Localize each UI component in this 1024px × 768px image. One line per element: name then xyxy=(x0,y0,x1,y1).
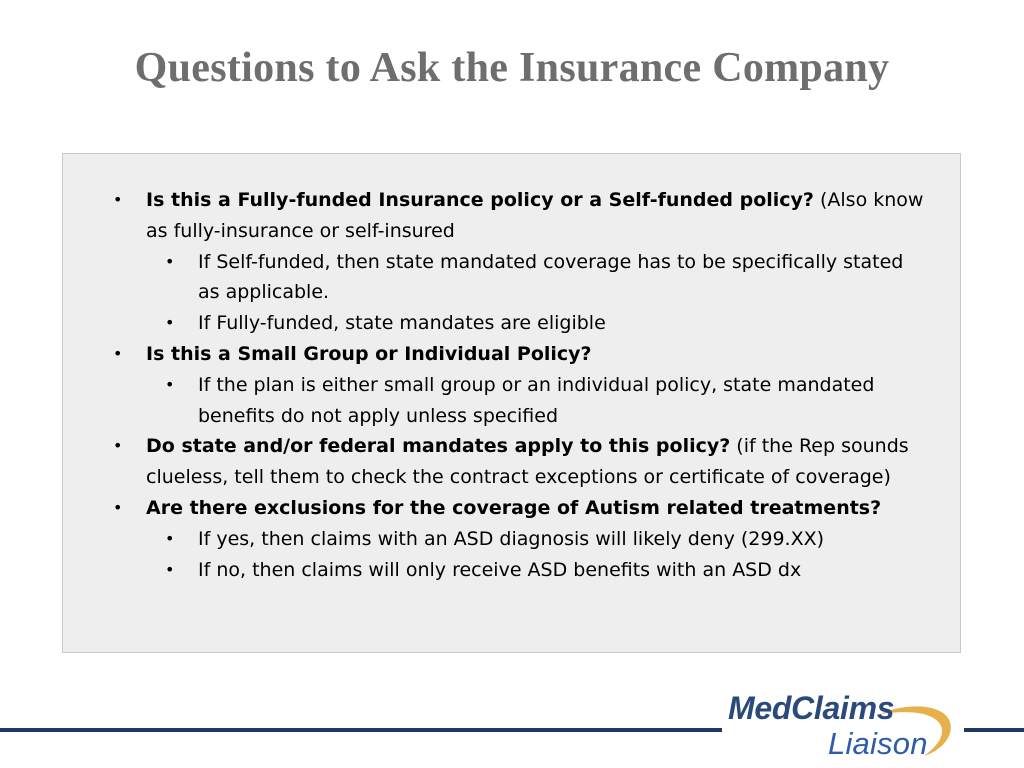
slide-title: Questions to Ask the Insurance Company xyxy=(134,45,890,91)
bullet-text: If no, then claims will only receive ASD benefits with an ASD dx xyxy=(198,558,802,581)
bullet-list xyxy=(113,185,928,585)
sub-bullet-item-2 xyxy=(113,308,928,339)
bullet-question: Do state and/or federal mandates apply to this policy? xyxy=(146,435,731,458)
bullet-question: Is this a Fully-funded Insurance policy or a Self-funded policy? xyxy=(146,189,814,211)
sub-bullet-item-1 xyxy=(113,247,928,309)
bullet-glyph: • xyxy=(165,251,175,271)
bullet-glyph: • xyxy=(165,313,175,333)
bullet-text: If yes, then claims with an ASD diagnosis will likely deny (299.XX) xyxy=(198,527,825,550)
bullet-item-0 xyxy=(113,185,928,247)
bullet-text: (Also know as fully-insurance or self-insured xyxy=(146,189,924,242)
bullet-glyph: • xyxy=(113,497,123,517)
content-box xyxy=(62,153,961,653)
bullet-item-5 xyxy=(113,431,928,493)
bullet-item-3 xyxy=(113,339,928,370)
bullet-text: If Self-funded, then state mandated coverage has to be specifically stated as applicable. xyxy=(198,250,904,304)
bullet-glyph: • xyxy=(113,436,123,456)
logo-text-primary: MedClaims xyxy=(728,690,895,726)
sub-bullet-item-4 xyxy=(113,370,928,432)
sub-bullet-item-8 xyxy=(113,555,928,586)
logo-text-secondary: Liaison xyxy=(828,726,928,761)
bullet-item-6 xyxy=(113,493,928,524)
bullet-text: (if the Rep sounds clueless, tell them to check the contract exceptions or certificate of coverage) xyxy=(146,435,909,489)
bullet-glyph: • xyxy=(113,343,123,363)
bullet-glyph: • xyxy=(165,528,175,548)
bullet-glyph: • xyxy=(113,190,123,209)
bullet-text: If the plan is either small group or an individual policy, state mandated benefits do not apply unless specified xyxy=(198,373,875,427)
sub-bullet-item-7 xyxy=(113,524,928,555)
bullet-glyph: • xyxy=(165,559,175,579)
bullet-question: Is this a Small Group or Individual Policy? xyxy=(146,342,592,365)
bullet-glyph: • xyxy=(165,374,175,394)
bullet-text: If Fully-funded, state mandates are eligible xyxy=(198,312,606,335)
bullet-question: Are there exclusions for the coverage of Autism related treatments? xyxy=(146,496,882,519)
